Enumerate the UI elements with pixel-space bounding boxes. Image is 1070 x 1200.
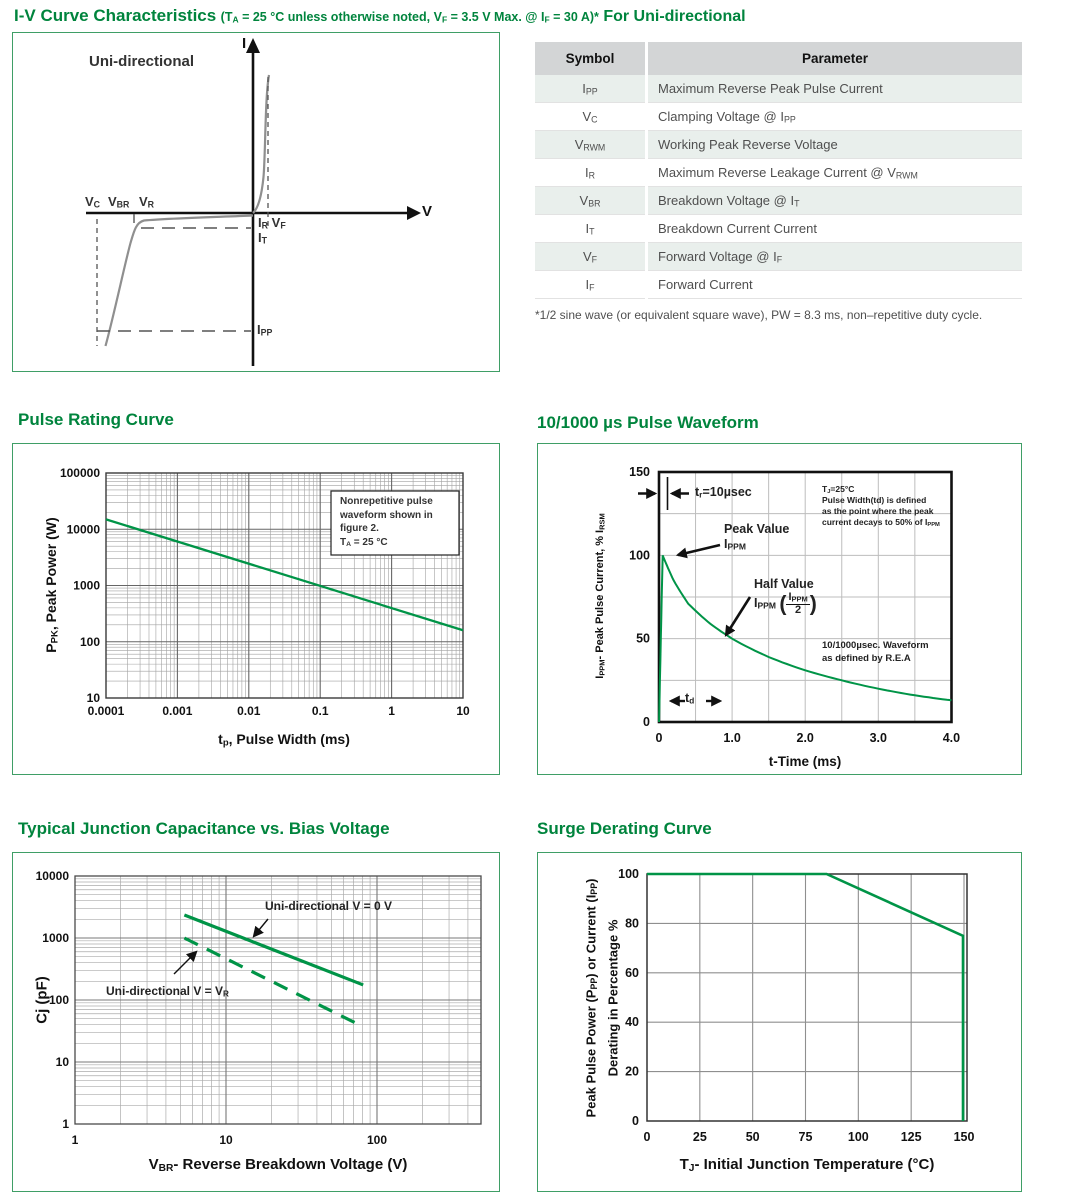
tick-label: 125	[900, 1130, 922, 1144]
tick-label: 1000	[42, 931, 69, 945]
symbol-cell: $V_F$	[535, 243, 647, 271]
iv-curve-box	[12, 32, 500, 372]
parameter-cell: Forward Voltage @ $I_F$	[647, 243, 1023, 271]
table-row	[535, 243, 1022, 271]
tick-label: 100	[629, 548, 650, 563]
pulse-rating-ylabel: $P_{PK}$, Peak Power (W)	[43, 517, 61, 653]
tick-label: 100000	[59, 466, 100, 480]
tick-label: 1	[71, 1133, 79, 1147]
table-row	[535, 271, 1022, 299]
tick-label: 1	[388, 704, 395, 718]
peak-value-arrow	[678, 545, 720, 555]
page-title-conditions: ($T_A = 25$ °C unless otherwise noted, $V_F = 3.5$ V Max. @ $I_F = 30$ A)*	[220, 10, 599, 25]
fraction-close-paren: )	[809, 591, 817, 616]
rea-annotation: 10/1000µsec. Waveform as defined by R.E.A	[822, 640, 929, 664]
vr-label: $V_R$	[139, 194, 155, 210]
tick-label: 0	[643, 1130, 651, 1144]
symbol-column-header: Symbol	[535, 42, 647, 75]
tick-label: 20	[625, 1064, 639, 1079]
tick-label: 100	[79, 634, 100, 649]
symbol-cell: $V_{BR}$	[535, 187, 647, 215]
heading-pulse-rating: Pulse Rating Curve	[18, 410, 174, 429]
symbol-cell: $I_R$	[535, 159, 647, 187]
tick-label: 60	[625, 965, 639, 980]
page-title-suffix: For Uni-directional	[603, 8, 746, 25]
it-label: $I_T$	[258, 230, 268, 246]
tick-label: 10000	[35, 869, 69, 883]
tick-label: 0.001	[162, 704, 193, 718]
ir-vf-label: $I_R$ $V_F$	[258, 215, 286, 231]
half-value-main: $I_{PPM}$	[754, 596, 776, 611]
page-title-main: I-V Curve Characteristics	[14, 6, 217, 25]
parameter-cell: Maximum Reverse Peak Pulse Current	[647, 75, 1023, 103]
junction-capacitance-ylabel: Cj (pF)	[33, 976, 51, 1024]
pulse-rating-xlabel: $t_p$, Pulse Width (ms)	[218, 731, 350, 749]
table-header-row	[535, 42, 1022, 75]
table-row	[535, 159, 1022, 187]
surge-derating-chart-box	[537, 852, 1022, 1192]
table-footnote: *1/2 sine wave (or equivalent square wave), PW = 8.3 ms, non–repetitive duty cycle.	[535, 308, 983, 322]
tick-label: 0.1	[311, 704, 329, 718]
ippm-over-2-fraction: $\frac{I_{PPM}}{2}$	[788, 591, 808, 616]
tick-label: 150	[953, 1130, 975, 1144]
heading-junction-capacitance: Typical Junction Capacitance vs. Bias Voltage	[18, 819, 390, 838]
i-axis-label: I	[242, 35, 247, 52]
tick-label: 1.0	[723, 731, 741, 745]
surge-derating-xlabel: $T_J-$ Initial Junction Temperature (°C)	[679, 1156, 935, 1174]
tick-label: 10	[86, 691, 100, 705]
tick-label: 50	[745, 1130, 760, 1144]
symbol-cell: $I_T$	[535, 215, 647, 243]
peak-value-annotation: Peak Value $I_{PPM}$	[724, 522, 790, 552]
tick-label: 3.0	[869, 731, 887, 745]
fraction-open-paren: (	[779, 591, 787, 616]
uni-v0-arrow	[254, 919, 268, 936]
tick-label: 100	[847, 1130, 869, 1144]
vc-label: $V_C$	[85, 194, 101, 210]
uni-directional-label: Uni-directional	[89, 53, 195, 70]
symbol-cell: $V_C$	[535, 103, 647, 131]
parameter-cell: Breakdown Voltage @ $I_T$	[647, 187, 1023, 215]
tick-label: 10000	[66, 522, 100, 537]
surge-derating-ylabel-2: Derating in Percentage %	[605, 919, 621, 1077]
pulse-waveform-chart-box	[537, 443, 1022, 775]
tick-label: 0	[655, 731, 663, 745]
table-row	[535, 187, 1022, 215]
forward-curve	[253, 75, 269, 213]
parameters-table-wrap	[535, 42, 1022, 322]
reverse-breakdown-curve	[106, 216, 254, 347]
parameter-cell: Clamping Voltage @ $I_{PP}$	[647, 103, 1023, 131]
td-annotation: $t_d$	[685, 691, 695, 706]
pulse-waveform-xlabel: t-Time (ms)	[768, 754, 842, 769]
tick-label: 50	[636, 631, 650, 646]
table-row	[535, 215, 1022, 243]
symbol-cell: $I_F$	[535, 271, 647, 299]
heading-surge-derating: Surge Derating Curve	[537, 819, 712, 838]
table-row	[535, 103, 1022, 131]
ipp-label: $I_{PP}$	[257, 322, 273, 338]
tr-annotation: $t_r=10\mu\sec$	[695, 485, 752, 500]
table-row	[535, 131, 1022, 159]
i-axis-arrowhead	[246, 38, 260, 53]
half-value-annotation	[754, 577, 817, 616]
tick-label: 25	[692, 1130, 707, 1144]
tick-label: 2.0	[796, 731, 814, 745]
uni-vr-series-label: Uni-directional $V = V_R$	[106, 984, 229, 999]
surge-derating-ylabel-1: Peak Pulse Power $(P_{PP})$ or Current $(I_{PP})$	[583, 878, 600, 1118]
symbol-cell: $I_{PP}$	[535, 75, 647, 103]
v-axis-arrowhead	[407, 206, 421, 220]
table-row	[535, 75, 1022, 103]
tick-label: 10	[219, 1133, 233, 1147]
tick-label: 150	[629, 465, 650, 479]
tick-label: 1	[62, 1117, 69, 1131]
tick-label: 80	[625, 916, 639, 931]
parameter-column-header: Parameter	[647, 42, 1023, 75]
pulse-rating-plot	[13, 444, 498, 773]
tick-label: 4.0	[942, 731, 961, 745]
tick-label: 100	[618, 867, 639, 881]
symbol-cell: $V_{RWM}$	[535, 131, 647, 159]
heading-pulse-waveform: 10/1000 µs Pulse Waveform	[537, 413, 759, 432]
tick-label: 0	[632, 1114, 639, 1128]
tick-label: 0	[643, 715, 650, 729]
tick-label: 10	[456, 704, 470, 718]
parameter-cell: Working Peak Reverse Voltage	[647, 131, 1023, 159]
half-value-arrow	[726, 597, 750, 635]
tick-label: 75	[798, 1130, 813, 1144]
pulse-waveform-ylabel: $I_{PPM}-$ Peak Pulse Current, % $I_{RSM}$	[594, 513, 607, 679]
parameter-cell: Breakdown Current Current	[647, 215, 1023, 243]
parameters-table	[535, 42, 1022, 299]
parameter-cell: Maximum Reverse Leakage Current @ $V_{RWM}$	[647, 159, 1023, 187]
pulse-rating-annotation: Nonrepetitive pulse waveform shown in figure 2. $T_A = 25$ °C	[340, 496, 433, 548]
uni-v0-series-label: Uni-directional V = 0 V	[265, 899, 393, 913]
tick-label: 100	[48, 993, 69, 1007]
vbr-label: $V_{BR}$	[108, 194, 130, 210]
tick-label: 100	[366, 1133, 388, 1147]
tick-label: 1000	[73, 578, 100, 593]
page-title	[14, 6, 746, 26]
parameter-cell: Forward Current	[647, 271, 1023, 299]
v-axis-label: V	[422, 203, 433, 220]
tj-annotation: $T_J=25^\circ C$ Pulse Width(td) is defined as the point where the peak current decays to 50% of $I_{PPM}$	[822, 484, 940, 529]
junction-capacitance-chart-box	[12, 852, 500, 1192]
half-value-label: Half Value	[754, 577, 814, 591]
tick-label: 40	[625, 1015, 639, 1030]
pulse-rating-chart-box	[12, 443, 500, 775]
junction-capacitance-plot	[13, 853, 498, 1190]
tick-label: 0.0001	[87, 704, 125, 718]
junction-capacitance-xlabel: $V_{BR}-$ Reverse Breakdown Voltage (V)	[148, 1156, 408, 1174]
tick-label: 10	[55, 1055, 69, 1069]
plot-frame	[647, 874, 967, 1121]
tick-label: 0.01	[237, 704, 261, 718]
